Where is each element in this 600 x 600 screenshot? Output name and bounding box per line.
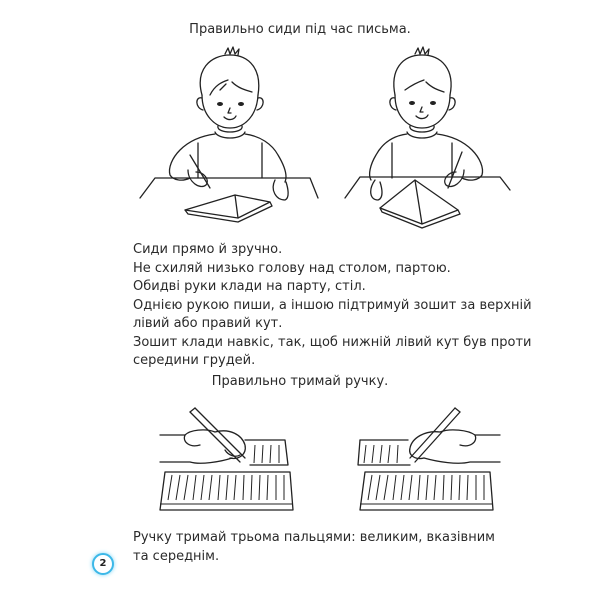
instruction-line: Зошит клади навкіс, так, щоб нижній лівий кут був проти xyxy=(133,334,532,350)
instruction-line: Однією рукою пиши, а іншою підтримуй зошит за верхній xyxy=(133,297,532,313)
instruction-line: та середнім. xyxy=(133,548,220,564)
section-title-pen-grip: Правильно тримай ручку. xyxy=(211,374,389,389)
boy-writing-illustration-right xyxy=(340,40,520,235)
section-title-posture: Правильно сиди під час письма. xyxy=(189,22,411,37)
hand-pen-illustration-right xyxy=(350,400,510,520)
boy-writing-illustration-left xyxy=(140,40,320,235)
page-number-badge: 2 xyxy=(92,553,114,575)
pen-grip-instructions xyxy=(133,529,573,566)
instruction-line: Обидві руки клади на парту, стіл. xyxy=(133,279,366,294)
instruction-line: лівий або правий кут. xyxy=(133,316,283,331)
instruction-line: Сиди прямо й зручно. xyxy=(133,242,283,257)
instruction-line: Не схиляй низько голову над столом, партою. xyxy=(133,260,451,276)
posture-instructions xyxy=(133,241,573,371)
instruction-line: середини грудей. xyxy=(133,353,256,368)
hand-pen-illustration-left xyxy=(150,400,310,520)
instruction-line: Ручку тримай трьома пальцями: великим, вказівним xyxy=(133,530,495,545)
